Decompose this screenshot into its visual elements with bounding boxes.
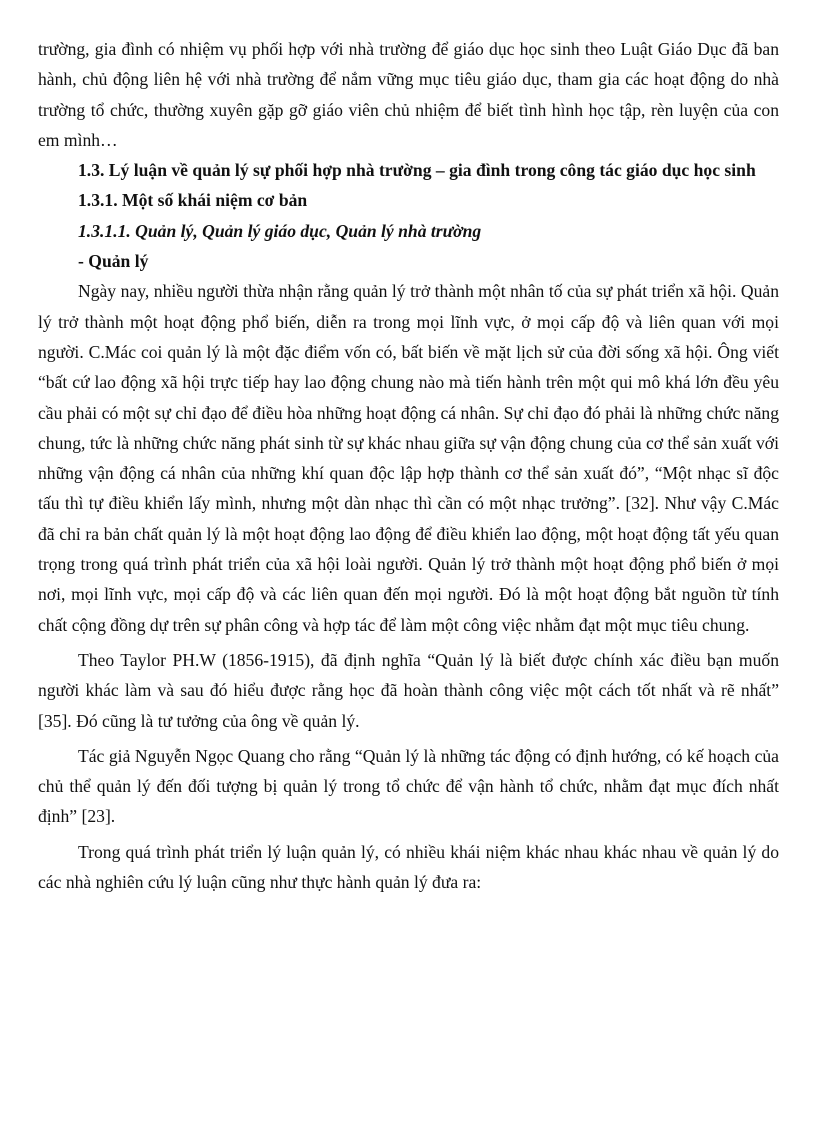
item-heading-quan-ly: - Quản lý: [78, 251, 149, 272]
paragraph-taylor: Theo Taylor PH.W (1856-1915), đã định nghĩa “Quản lý là biết được chính xác điều bạn muốn người khác làm và sau đó hiểu được rằng học đã hoàn thành công việc một cách tốt nhất và rẽ nhất” [35]. Đó cũng là tư tưởng của ông về quản lý.: [38, 649, 779, 731]
paragraph-nguyen-ngoc-quang: Tác giả Nguyễn Ngọc Quang cho rằng “Quản lý là những tác động có định hướng, có kế hoạch của chủ thể quản lý đến đối tượng bị quản lý trong tổ chức để vận hành tổ chức, nhằm đạt mục đích nhất định” [23].: [38, 745, 779, 827]
subsubsection-heading-1-3-1-1: 1.3.1.1. Quản lý, Quản lý giáo dục, Quản lý nhà trường: [78, 220, 482, 241]
paragraph-continuation: trường, gia đình có nhiệm vụ phối hợp với nhà trường để giáo dục học sinh theo Luật Giáo Dục đã ban hành, chủ động liên hệ với nhà trường để nắm vững mục tiêu giáo dục, tham gia các hoạt động do nhà trường tổ chức, thường xuyên gặp gỡ giáo viên chủ nhiệm để biết tình hình học tập, rèn luyện của con em mình…: [38, 39, 779, 150]
section-heading-1-3: 1.3. Lý luận về quản lý sự phối hợp nhà trường – gia đình trong công tác giáo dục học sinh: [78, 160, 756, 181]
paragraph-marx: Ngày nay, nhiều người thừa nhận rằng quản lý trở thành một nhân tố của sự phát triển xã hội. Quản lý trở thành một hoạt động phổ biến, diễn ra trong mọi lĩnh vực, ở mọi cấp độ và liên quan với mọi người. C.Mác coi quản lý là một đặc điểm vốn có, bất biến về mặt lịch sử của đời sống xã hội. Ông viết “bất cứ lao động xã hội trực tiếp hay lao động chung nào mà tiến hành trên một qui mô khá lớn đều yêu cầu phải có một sự chỉ đạo để điều hòa những hoạt động cá nhân. Sự chỉ đạo đó phải là những chức năng chung, tức là những chức năng phát sinh từ sự khác nhau giữa sự vận động chung của cơ thể sản xuất với những vận động cá nhân của những khí quan độc lập hợp thành cơ thể sản xuất đó”, “Một nhạc sĩ độc tấu thì tự điều khiển lấy mình, nhưng một dàn nhạc thì cần có một nhạc trưởng”. [32]. Như vậy C.Mác đã chỉ ra bản chất quản lý là một hoạt động lao động để điều khiển lao động, một hoạt động tất yếu quan trọng trong quá trình phát triển của xã hội loài người. Quản lý trở thành một hoạt động phổ biến ở mọi nơi, mọi lĩnh vực, mọi cấp độ và các liên quan đến mọi người. Đó là một hoạt động bắt nguồn từ tính chất cộng đồng dự trên sự phân công và hợp tác để làm một công việc nhằm đạt một mục tiêu chung.: [38, 281, 779, 635]
paragraph-concepts: Trong quá trình phát triển lý luận quản lý, có nhiều khái niệm khác nhau khác nhau về quản lý do các nhà nghiên cứu lý luận cũng như thực hành quản lý đưa ra:: [38, 841, 779, 893]
subsection-heading-1-3-1: 1.3.1. Một số khái niệm cơ bản: [78, 190, 308, 211]
